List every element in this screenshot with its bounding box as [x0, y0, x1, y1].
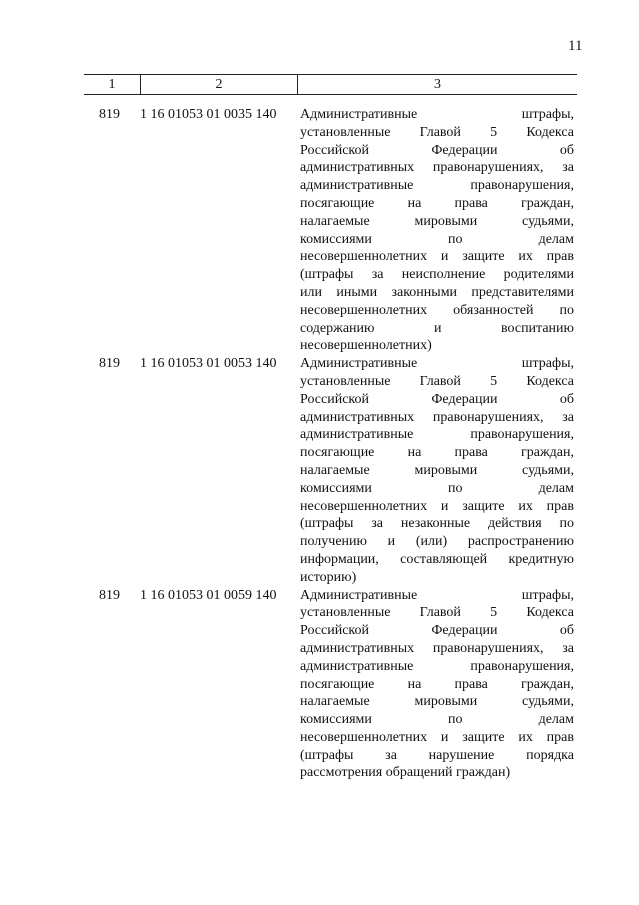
description-line: налагаемые мировыми судьями,	[300, 213, 574, 229]
table-row	[84, 355, 577, 586]
description-line: Российской Федерации об	[300, 391, 574, 407]
description-line: содержанию и воспитанию	[300, 320, 574, 336]
description-line: налагаемые мировыми судьями,	[300, 694, 574, 710]
table-body	[84, 106, 577, 782]
description-line: Административные штрафы,	[300, 356, 574, 372]
page-number: 11	[568, 38, 583, 54]
description-line: Административные штрафы,	[300, 587, 574, 603]
header-col-2: 2	[140, 75, 297, 94]
description-line: административных правонарушениях, за	[300, 640, 574, 656]
description-line: административные правонарушения,	[300, 178, 574, 194]
description-line: комиссиями по делам	[300, 712, 574, 728]
description-line: (штрафы за нарушение порядка	[300, 747, 574, 763]
description-line: установленные Главой 5 Кодекса	[300, 124, 574, 140]
description-line: или иными законными представителями	[300, 284, 574, 300]
description	[300, 587, 574, 783]
description-line: несовершеннолетних и защите их прав	[300, 249, 574, 265]
description-line: Российской Федерации об	[300, 623, 574, 639]
table-header	[84, 74, 577, 95]
description-line: административные правонарушения,	[300, 427, 574, 443]
description-line: посягающие на права граждан,	[300, 195, 574, 211]
description-line: административных правонарушениях, за	[300, 409, 574, 425]
kbk-code: 1 16 01053 01 0059 140	[140, 587, 277, 603]
description-line: посягающие на права граждан,	[300, 445, 574, 461]
description-line: несовершеннолетних и защите их прав	[300, 498, 574, 514]
description-line: налагаемые мировыми судьями,	[300, 462, 574, 478]
table-row	[84, 106, 577, 355]
description-line: несовершеннолетних и защите их прав	[300, 729, 574, 745]
description	[300, 106, 574, 355]
kbk-code: 1 16 01053 01 0035 140	[140, 107, 277, 122]
kbk-code: 1 16 01053 01 0053 140	[140, 356, 277, 372]
description-line: рассмотрения обращений граждан)	[300, 765, 511, 781]
description-line: установленные Главой 5 Кодекса	[300, 373, 574, 389]
header-col-1: 1	[108, 77, 116, 92]
description-line: несовершеннолетних)	[300, 338, 432, 354]
admin-code: 819	[99, 356, 120, 372]
header-col-3: 3	[297, 75, 577, 94]
description-line: административные правонарушения,	[300, 658, 574, 674]
description-line: (штрафы за незаконные действия по	[300, 516, 574, 532]
description-line: несовершеннолетних обязанностей по	[300, 302, 574, 318]
admin-code: 819	[99, 107, 120, 122]
description-line: Административные штрафы,	[300, 107, 574, 122]
description	[300, 355, 574, 586]
description-line: информации, составляющей кредитную	[300, 551, 574, 567]
description-line: Российской Федерации об	[300, 142, 574, 158]
description-line: комиссиями по делам	[300, 231, 574, 247]
table-row	[84, 587, 577, 783]
admin-code: 819	[99, 587, 120, 603]
description-line: (штрафы за неисполнение родителями	[300, 267, 574, 283]
description-line: административных правонарушениях, за	[300, 160, 574, 176]
description-line: посягающие на права граждан,	[300, 676, 574, 692]
description-line: историю)	[300, 569, 357, 585]
description-line: установленные Главой 5 Кодекса	[300, 605, 574, 621]
description-line: комиссиями по делам	[300, 480, 574, 496]
description-line: получению и (или) распространению	[300, 534, 574, 550]
